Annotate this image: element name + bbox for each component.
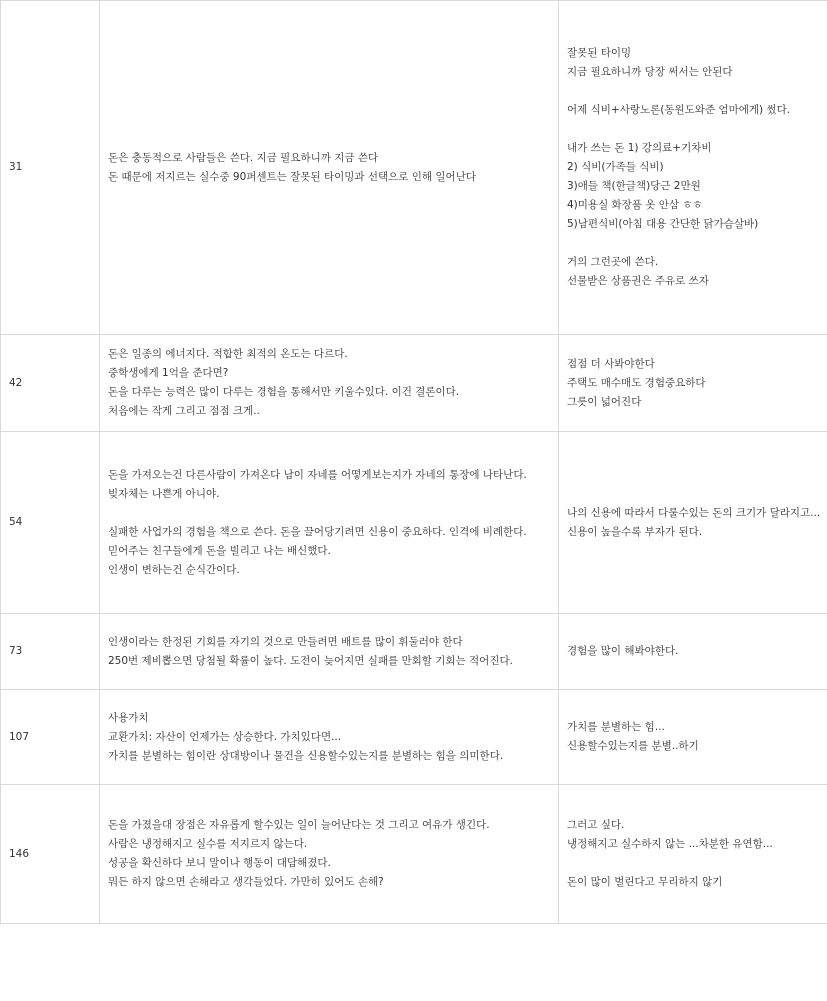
- memo-line: 선물받은 상품권은 주유로 쓰자: [567, 275, 709, 287]
- page-number-cell: 107: [1, 690, 100, 785]
- memo-line: 지금 필요하니까 당장 써서는 안된다: [567, 66, 733, 78]
- book-quote-line: 돈을 다루는 능력은 많이 다루는 경험을 통해서만 키울수있다. 이건 결론이다.: [108, 386, 460, 398]
- book-quote-line: 돈 때문에 저지르는 실수중 90퍼센트는 잘못된 타이밍과 선택으로 인해 일어난다: [108, 170, 476, 183]
- memo-line: 잘못된 타이밍: [567, 47, 632, 59]
- memo-line: 3)애들 책(한글책)당근 2만원: [567, 180, 701, 192]
- page-number-cell: 73: [1, 614, 100, 690]
- memo-line: 신용이 높을수록 부자가 된다.: [567, 525, 703, 538]
- book-quote-cell: [100, 1, 559, 335]
- memo-line: 4)미용실 화장품 옷 안삼 ㅎㅎ: [567, 199, 703, 211]
- memo-line: 주택도 매수매도 경험중요하다: [567, 376, 706, 389]
- memo-line: 거의 그런곳에 쓴다.: [567, 256, 659, 268]
- memo-cell: [559, 690, 827, 785]
- table-row: [1, 432, 827, 614]
- book-quote-line: 돈은 일종의 에너지다. 적합한 최적의 온도는 다르다.: [108, 348, 348, 360]
- memo-line: 점점 더 사봐야한다: [567, 357, 655, 370]
- memo-line: 5)남편식비(아침 대용 간단한 닭가슴살바): [567, 218, 759, 230]
- memo-cell: [559, 1, 827, 335]
- book-quote-cell: [100, 690, 559, 785]
- book-quote-line: 빚자체는 나쁜게 아니야.: [108, 487, 220, 500]
- table-row: [1, 785, 827, 924]
- book-blank-line: [108, 504, 550, 523]
- memo-blank-line: [567, 234, 822, 253]
- page-number-cell: 31: [1, 1, 100, 335]
- page-number-cell: 54: [1, 432, 100, 614]
- memo-cell: [559, 432, 827, 614]
- book-quote-cell: [100, 614, 559, 690]
- book-quote-line: 인생이 변하는건 순식간이다.: [108, 563, 240, 576]
- memo-line: 돈이 많이 벌린다고 무리하지 않기: [567, 876, 723, 888]
- book-quote-line: 가치를 분별하는 힘이란 상대방이나 물건을 신용할수있는지를 분별하는 힘을 의미한다.: [108, 749, 504, 762]
- memo-line: 어제 식비+사랑노론(동원도와준 엄마에게) 썼다.: [567, 104, 791, 116]
- book-quote-line: 처음에는 작게 그리고 점점 크게..: [108, 405, 260, 417]
- table-row: [1, 1, 827, 335]
- book-quote-line: 중학생에게 1억을 준다면?: [108, 367, 229, 379]
- memo-line: 나의 신용에 따라서 다룰수있는 돈의 크기가 달라지고...: [567, 506, 821, 519]
- memo-blank-line: [567, 82, 822, 101]
- memo-line: 냉정해지고 실수하지 않는 ...차분한 유연함...: [567, 838, 773, 850]
- memo-blank-line: [567, 854, 822, 873]
- page-number-cell: 42: [1, 335, 100, 432]
- memo-line: 그릇이 넓어진다: [567, 395, 642, 408]
- memo-cell: [559, 335, 827, 432]
- memo-cell: [559, 785, 827, 924]
- memo-line: 가치를 분별하는 힘...: [567, 721, 665, 733]
- memo-line: 2) 식비(가족들 식비): [567, 161, 664, 173]
- book-quote-line: 사용가치: [108, 711, 149, 724]
- memo-line: 신용할수있는지를 분별..하기: [567, 740, 699, 752]
- book-quote-line: 사람은 냉정해지고 실수를 저지르지 않는다.: [108, 838, 308, 850]
- page-number-cell: 146: [1, 785, 100, 924]
- memo-line: 경험을 많이 해봐야한다.: [567, 645, 679, 657]
- book-quote-line: 250번 제비뽑으면 당첨될 확률이 높다. 도전이 늦어지면 실패를 만회할 기회는 적어진다.: [108, 654, 513, 667]
- book-quote-line: 교환가치: 자산이 언제가는 상승한다. 가치있다면...: [108, 730, 342, 743]
- book-quote-line: 성공을 확신하다 보니 말이나 행동이 대담해졌다.: [108, 857, 331, 869]
- book-quote-cell: [100, 335, 559, 432]
- book-quote-line: 실패한 사업가의 경험을 책으로 쓴다. 돈을 끌어당기려면 신용이 중요하다. 인격에 비례한다.: [108, 525, 527, 538]
- book-quote-line: 돈은 충동적으로 사람들은 쓴다. 지금 필요하니까 지금 쓴다: [108, 151, 379, 164]
- book-quote-cell: [100, 785, 559, 924]
- memo-cell: [559, 614, 827, 690]
- memo-line: 그러고 싶다.: [567, 819, 625, 831]
- memo-line: 내가 쓰는 돈 1) 강의료+기차비: [567, 142, 712, 154]
- table-row: [1, 614, 827, 690]
- memo-blank-line: [567, 120, 822, 139]
- book-quote-line: 돈을 가져오는건 다른사람이 가져온다 남이 자네를 어떻게보는지가 자네의 통장에 나타난다.: [108, 468, 527, 481]
- book-quote-line: 뭐든 하지 않으면 손해라고 생각들었다. 가만히 있어도 손해?: [108, 876, 384, 888]
- book-quote-line: 믿어주는 친구들에게 돈을 빌리고 나는 배신했다.: [108, 544, 331, 557]
- book-quote-line: 인생이라는 한정된 기회를 자기의 것으로 만들려면 배트를 많이 휘둘러야 한다: [108, 635, 463, 648]
- book-quote-cell: [100, 432, 559, 614]
- book-quote-line: 돈을 가졌을대 장점은 자유롭게 할수있는 일이 늘어난다는 것 그리고 여유가 생긴다.: [108, 819, 490, 831]
- reading-notes-body: [1, 1, 827, 924]
- table-row: [1, 690, 827, 785]
- table-row: [1, 335, 827, 432]
